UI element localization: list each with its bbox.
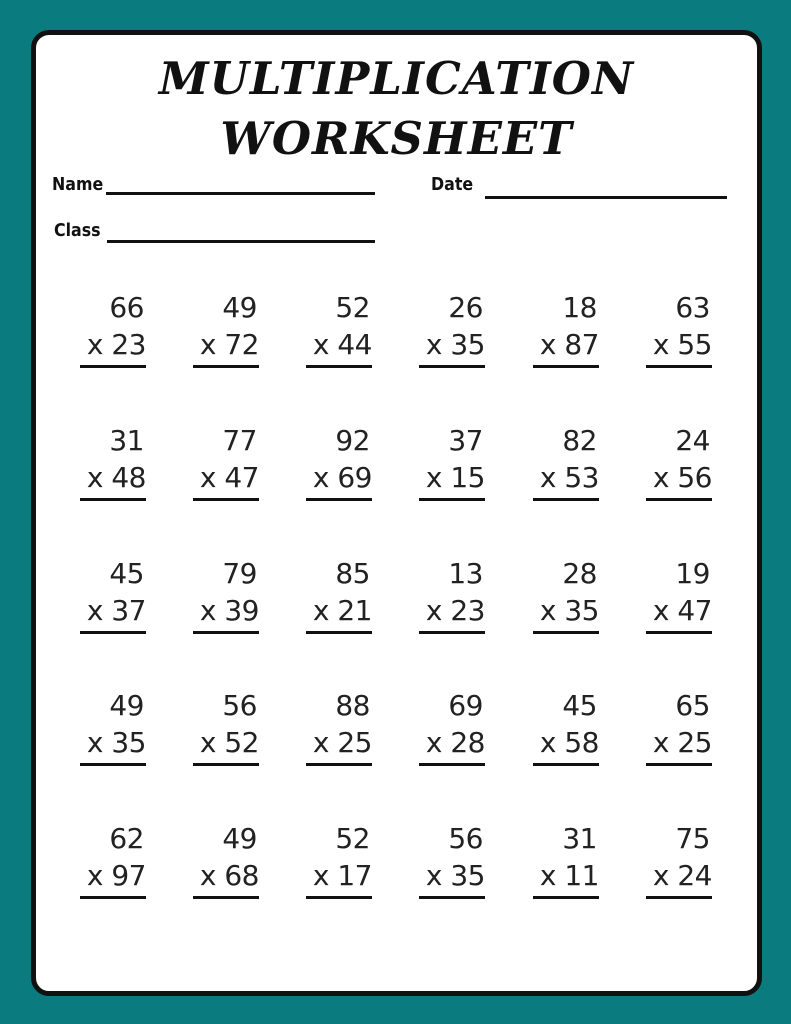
multiplier: x 97 bbox=[86, 859, 146, 892]
multiplicand: 49 bbox=[222, 822, 257, 855]
answer-line[interactable] bbox=[533, 631, 599, 634]
multiplier: x 72 bbox=[199, 328, 259, 361]
problem bbox=[193, 690, 259, 770]
problem bbox=[80, 690, 146, 770]
multiplicand: 45 bbox=[562, 689, 597, 722]
multiplier: x 23 bbox=[86, 328, 146, 361]
answer-line[interactable] bbox=[419, 631, 485, 634]
multiplicand: 19 bbox=[675, 557, 710, 590]
multiplier: x 25 bbox=[652, 726, 712, 759]
multiplier: x 48 bbox=[86, 461, 146, 494]
multiplicand: 92 bbox=[335, 424, 370, 457]
multiplicand: 56 bbox=[222, 689, 257, 722]
answer-line[interactable] bbox=[533, 763, 599, 766]
title-line-1: MULTIPLICATION bbox=[158, 52, 635, 105]
multiplicand: 31 bbox=[109, 424, 144, 457]
multiplier: x 58 bbox=[539, 726, 599, 759]
answer-line[interactable] bbox=[80, 631, 146, 634]
multiplier: x 35 bbox=[425, 859, 485, 892]
problem bbox=[306, 558, 372, 638]
multiplicand: 63 bbox=[675, 291, 710, 324]
answer-line[interactable] bbox=[646, 631, 712, 634]
title-line-2: WORKSHEET bbox=[220, 112, 573, 165]
answer-line[interactable] bbox=[80, 365, 146, 368]
answer-line[interactable] bbox=[533, 498, 599, 501]
multiplier: x 53 bbox=[539, 461, 599, 494]
answer-line[interactable] bbox=[646, 498, 712, 501]
multiplicand: 88 bbox=[335, 689, 370, 722]
multiplicand: 79 bbox=[222, 557, 257, 590]
answer-line[interactable] bbox=[306, 498, 372, 501]
problem bbox=[646, 425, 712, 505]
answer-line[interactable] bbox=[419, 763, 485, 766]
multiplier: x 44 bbox=[312, 328, 372, 361]
multiplier: x 37 bbox=[86, 594, 146, 627]
answer-line[interactable] bbox=[533, 365, 599, 368]
multiplicand: 77 bbox=[222, 424, 257, 457]
multiplicand: 45 bbox=[109, 557, 144, 590]
multiplier: x 69 bbox=[312, 461, 372, 494]
multiplicand: 26 bbox=[448, 291, 483, 324]
problem bbox=[306, 292, 372, 372]
answer-line[interactable] bbox=[193, 631, 259, 634]
multiplier: x 87 bbox=[539, 328, 599, 361]
multiplier: x 52 bbox=[199, 726, 259, 759]
multiplier: x 55 bbox=[652, 328, 712, 361]
problem bbox=[533, 690, 599, 770]
answer-line[interactable] bbox=[646, 365, 712, 368]
multiplier: x 25 bbox=[312, 726, 372, 759]
problem bbox=[80, 823, 146, 903]
multiplicand: 24 bbox=[675, 424, 710, 457]
multiplier: x 28 bbox=[425, 726, 485, 759]
class-label: Class bbox=[54, 220, 101, 241]
problem bbox=[193, 425, 259, 505]
problem bbox=[193, 823, 259, 903]
problem bbox=[80, 558, 146, 638]
problem bbox=[419, 425, 485, 505]
problem bbox=[646, 558, 712, 638]
multiplier: x 56 bbox=[652, 461, 712, 494]
multiplicand: 18 bbox=[562, 291, 597, 324]
multiplicand: 69 bbox=[448, 689, 483, 722]
multiplier: x 21 bbox=[312, 594, 372, 627]
multiplicand: 62 bbox=[109, 822, 144, 855]
multiplier: x 17 bbox=[312, 859, 372, 892]
answer-line[interactable] bbox=[193, 896, 259, 899]
multiplier: x 39 bbox=[199, 594, 259, 627]
problem bbox=[419, 558, 485, 638]
answer-line[interactable] bbox=[419, 498, 485, 501]
problem bbox=[646, 690, 712, 770]
multiplier: x 11 bbox=[539, 859, 599, 892]
multiplier: x 35 bbox=[86, 726, 146, 759]
multiplicand: 82 bbox=[562, 424, 597, 457]
date-label: Date bbox=[431, 174, 474, 195]
problem bbox=[419, 690, 485, 770]
multiplicand: 28 bbox=[562, 557, 597, 590]
multiplier: x 47 bbox=[199, 461, 259, 494]
problem bbox=[419, 823, 485, 903]
multiplicand: 85 bbox=[335, 557, 370, 590]
answer-line[interactable] bbox=[306, 896, 372, 899]
answer-line[interactable] bbox=[80, 498, 146, 501]
answer-line[interactable] bbox=[306, 631, 372, 634]
multiplicand: 52 bbox=[335, 291, 370, 324]
problem bbox=[533, 823, 599, 903]
answer-line[interactable] bbox=[193, 365, 259, 368]
problem bbox=[193, 558, 259, 638]
multiplicand: 66 bbox=[109, 291, 144, 324]
name-label: Name bbox=[52, 174, 104, 195]
multiplier: x 24 bbox=[652, 859, 712, 892]
answer-line[interactable] bbox=[193, 763, 259, 766]
multiplicand: 65 bbox=[675, 689, 710, 722]
multiplier: x 47 bbox=[652, 594, 712, 627]
problem bbox=[646, 823, 712, 903]
problem bbox=[193, 292, 259, 372]
problem bbox=[533, 292, 599, 372]
problem bbox=[419, 292, 485, 372]
problem bbox=[533, 425, 599, 505]
worksheet-page bbox=[31, 30, 762, 996]
multiplicand: 75 bbox=[675, 822, 710, 855]
multiplier: x 35 bbox=[425, 328, 485, 361]
problem bbox=[646, 292, 712, 372]
problem bbox=[306, 425, 372, 505]
multiplier: x 15 bbox=[425, 461, 485, 494]
problem bbox=[306, 690, 372, 770]
answer-line[interactable] bbox=[419, 896, 485, 899]
problem bbox=[533, 558, 599, 638]
answer-line[interactable] bbox=[646, 763, 712, 766]
answer-line[interactable] bbox=[419, 365, 485, 368]
multiplier: x 23 bbox=[425, 594, 485, 627]
problem bbox=[80, 425, 146, 505]
answer-line[interactable] bbox=[306, 365, 372, 368]
problem bbox=[306, 823, 372, 903]
multiplicand: 31 bbox=[562, 822, 597, 855]
answer-line[interactable] bbox=[80, 763, 146, 766]
answer-line[interactable] bbox=[533, 896, 599, 899]
multiplicand: 37 bbox=[448, 424, 483, 457]
problem bbox=[80, 292, 146, 372]
multiplicand: 13 bbox=[448, 557, 483, 590]
problem-grid bbox=[36, 35, 757, 991]
multiplicand: 52 bbox=[335, 822, 370, 855]
multiplier: x 35 bbox=[539, 594, 599, 627]
answer-line[interactable] bbox=[193, 498, 259, 501]
multiplicand: 49 bbox=[222, 291, 257, 324]
multiplier: x 68 bbox=[199, 859, 259, 892]
answer-line[interactable] bbox=[80, 896, 146, 899]
answer-line[interactable] bbox=[306, 763, 372, 766]
multiplicand: 56 bbox=[448, 822, 483, 855]
answer-line[interactable] bbox=[646, 896, 712, 899]
multiplicand: 49 bbox=[109, 689, 144, 722]
